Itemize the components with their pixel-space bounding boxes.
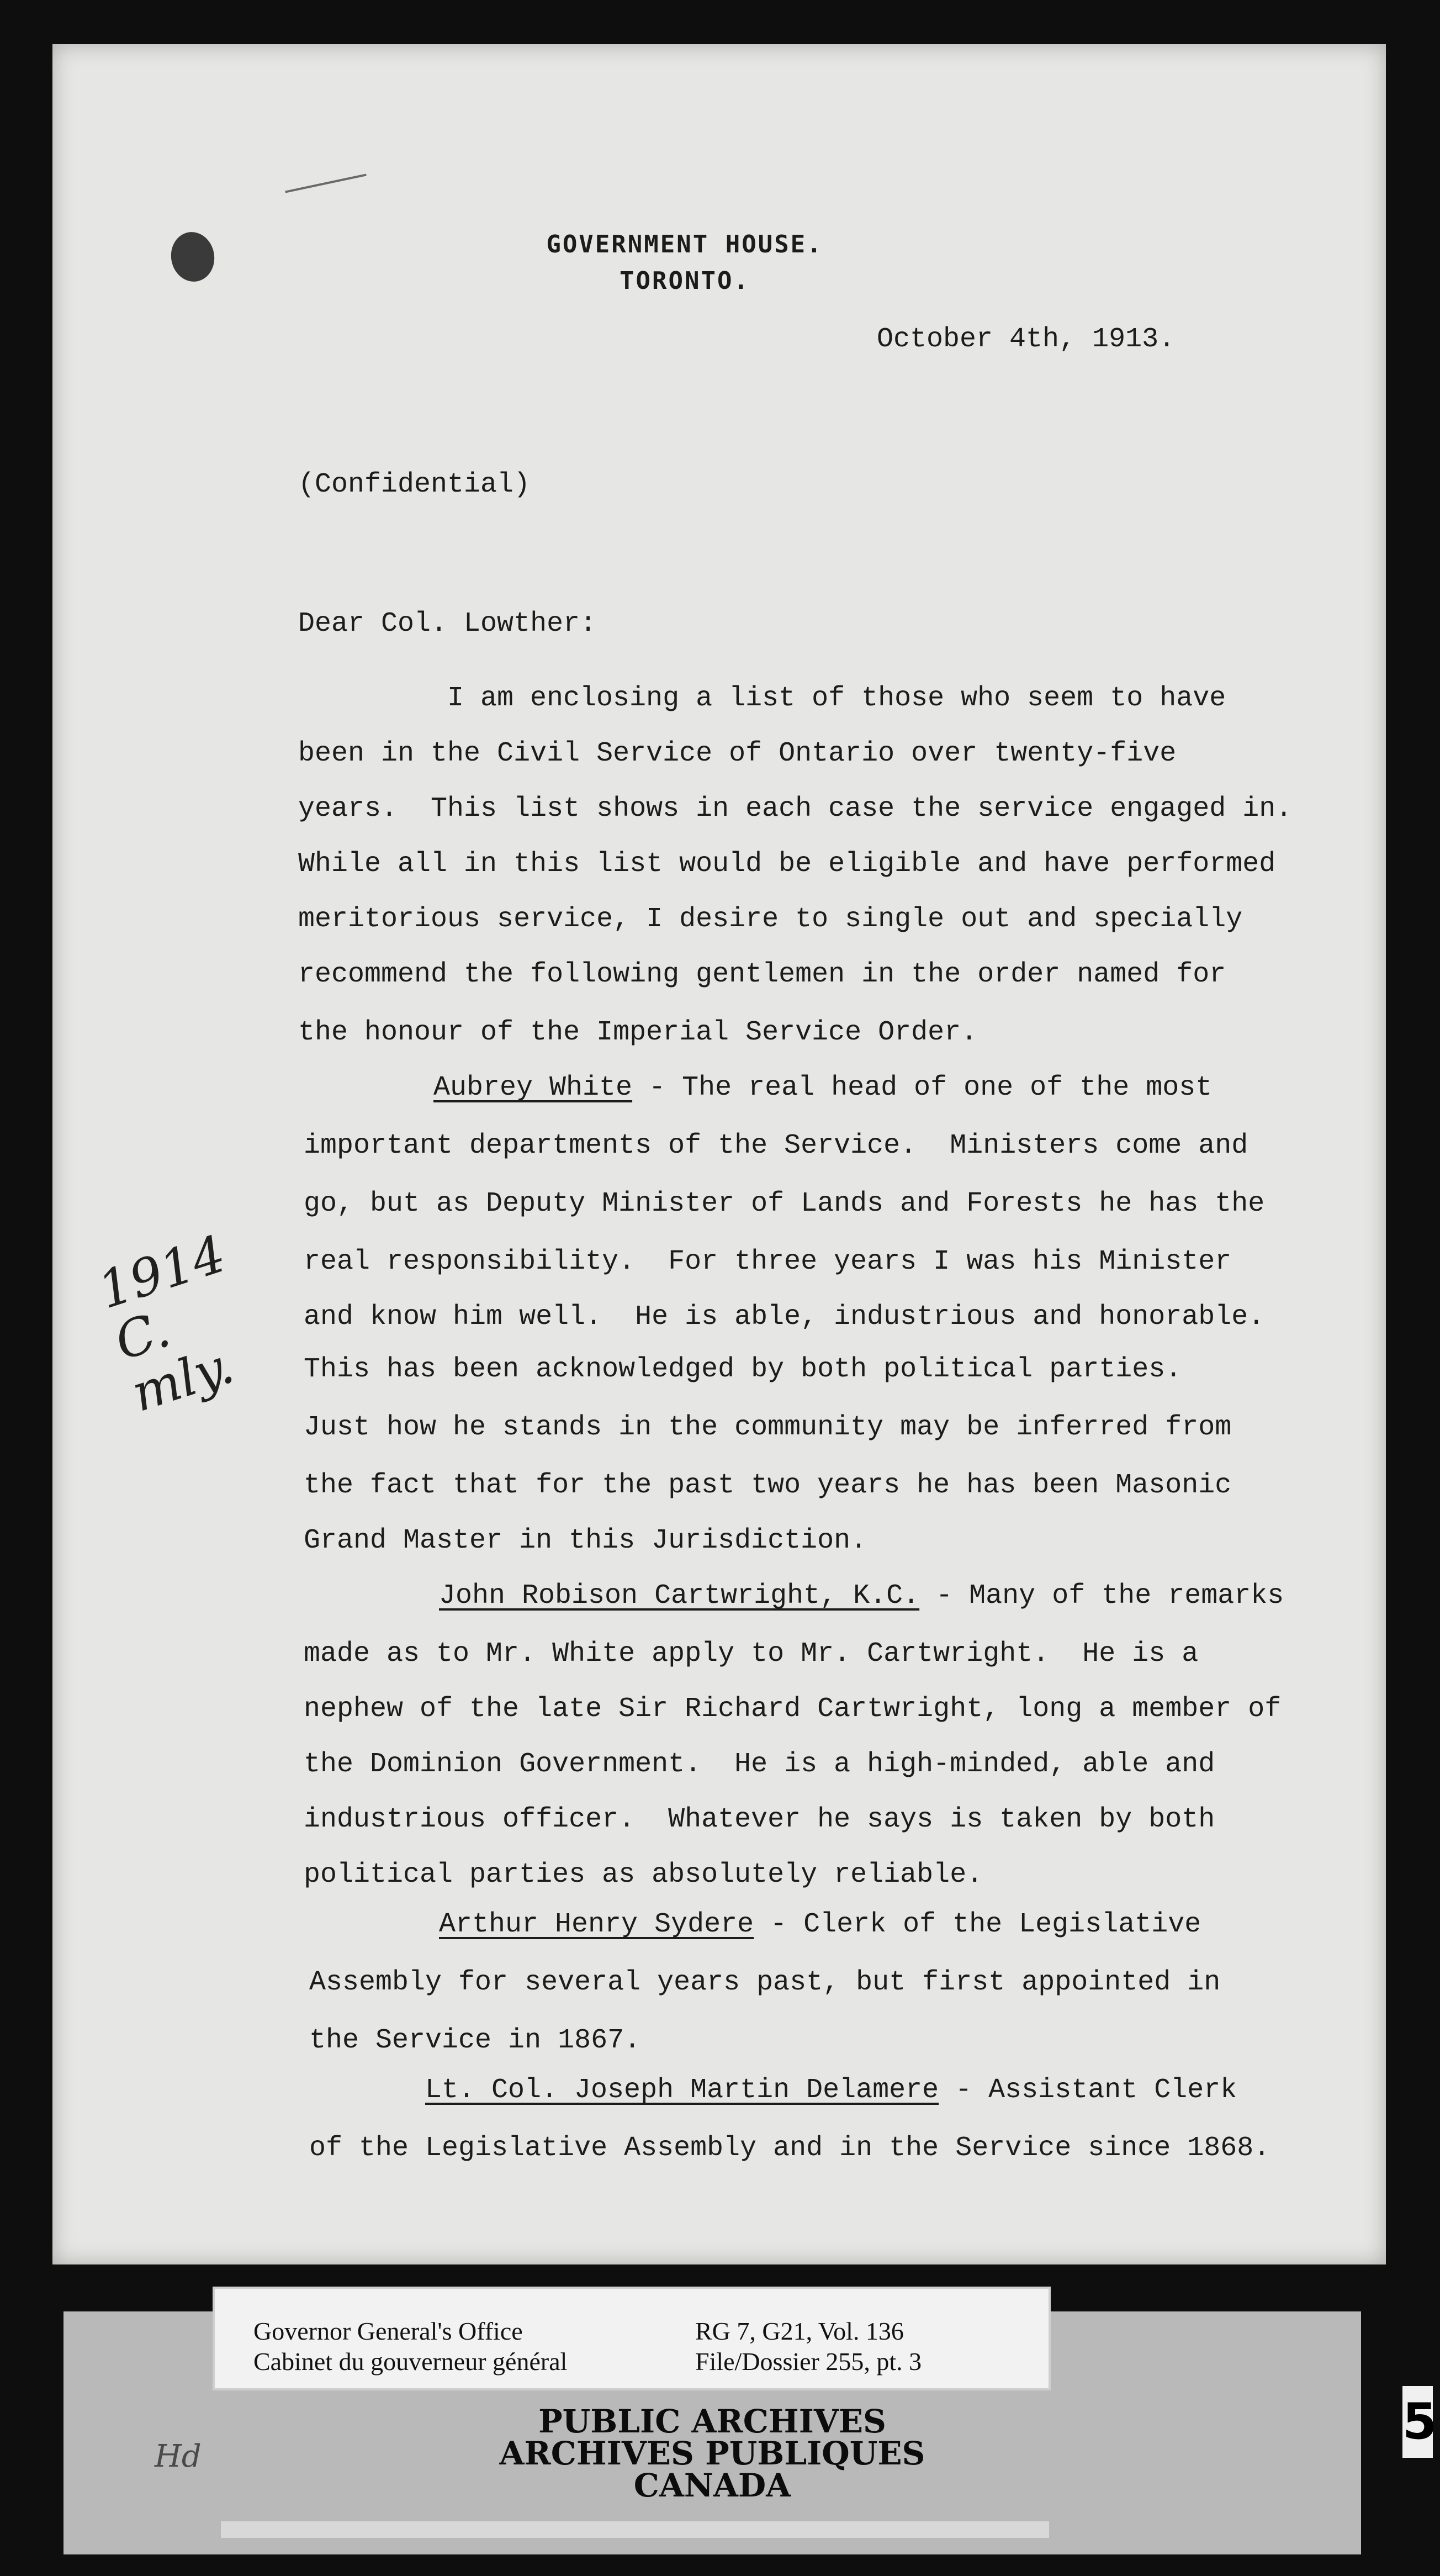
cartwright-line: industrious officer. Whatever he says is taken by both: [304, 1804, 1215, 1835]
archives-stamp-line2: ARCHIVES PUBLIQUES: [499, 2435, 925, 2472]
margin-note-initials: C. mly.: [108, 1299, 241, 1423]
office-fr: Cabinet du gouverneur général: [253, 2347, 568, 2376]
white-line: important departments of the Service. Ministers come and: [304, 1130, 1248, 1162]
letter-date: October 4th, 1913.: [877, 324, 1176, 355]
cartwright-line: nephew of the late Sir Richard Cartwright, long a member of: [304, 1693, 1282, 1725]
delamere-line: of the Legislative Assembly and in the Service since 1868.: [309, 2132, 1270, 2164]
cartwright-name: John Robison Cartwright, K.C.: [439, 1580, 920, 1612]
paragraph1-line: years. This list shows in each case the service engaged in.: [298, 793, 1293, 825]
archives-stamp-line1: PUBLIC ARCHIVES: [538, 2403, 886, 2440]
paragraph1-line: the honour of the Imperial Service Order.: [298, 1017, 978, 1048]
sydere-line: Assembly for several years past, but first appointed in: [309, 1967, 1221, 1998]
delamere-name: Lt. Col. Joseph Martin Delamere: [425, 2074, 939, 2106]
pencil-mark: [285, 173, 367, 193]
white-first-rest: - The real head of one of the most: [632, 1072, 1213, 1104]
white-line: This has been acknowledged by both political parties.: [304, 1354, 1182, 1385]
delamere-first-rest: - Assistant Clerk: [939, 2074, 1237, 2106]
letterhead-line2: TORONTO.: [620, 267, 750, 295]
archives-stamp-line3: CANADA: [633, 2467, 791, 2504]
paragraph1-line: meritorious service, I desire to single out and specially: [298, 904, 1243, 935]
white-line: the fact that for the past two years he has been Masonic: [304, 1470, 1232, 1501]
cartwright-first-rest: - Many of the remarks: [919, 1580, 1284, 1612]
white-line: Grand Master in this Jurisdiction.: [304, 1525, 867, 1556]
sydere-first-rest: - Clerk of the Legislative: [754, 1909, 1201, 1940]
margin-note-year: 1914: [91, 1224, 233, 1321]
cartwright-line: political parties as absolutely reliable.: [304, 1859, 983, 1891]
confidential-label: (Confidential): [298, 469, 531, 500]
sydere-line: the Service in 1867.: [309, 2025, 641, 2056]
white-name: Aubrey White: [433, 1072, 633, 1104]
cartwright-line: made as to Mr. White apply to Mr. Cartwright. He is a: [304, 1638, 1199, 1670]
corner-ink-mark: Hd: [155, 2438, 202, 2474]
archive-file: File/Dossier 255, pt. 3: [695, 2347, 922, 2376]
archive-reference-label: [213, 2287, 1051, 2390]
delamere-first-line: [425, 2074, 1237, 2107]
white-line: and know him well. He is able, industrious and honorable.: [304, 1301, 1265, 1333]
white-line: go, but as Deputy Minister of Lands and Forests he has the: [304, 1188, 1265, 1220]
sydere-name: Arthur Henry Sydere: [439, 1909, 754, 1940]
paragraph1-line: been in the Civil Service of Ontario over twenty-five: [298, 738, 1177, 769]
archives-stamp: [63, 2403, 1361, 2504]
white-line: real responsibility. For three years I was his Minister: [304, 1246, 1232, 1278]
side-mark: 5: [1402, 2386, 1433, 2458]
archives-bottom-strip: [221, 2521, 1049, 2538]
white-first-line: [433, 1071, 1212, 1105]
paragraph1-line: I am enclosing a list of those who seem to have: [447, 683, 1226, 714]
office-en: Governor General's Office: [253, 2317, 523, 2345]
archive-reference: RG 7, G21, Vol. 136: [695, 2317, 904, 2345]
letterhead-line1: GOVERNMENT HOUSE.: [546, 230, 823, 258]
paragraph1-line: recommend the following gentlemen in the order named for: [298, 959, 1226, 990]
cartwright-line: the Dominion Government. He is a high-minded, able and: [304, 1749, 1215, 1780]
letterhead: [458, 226, 911, 299]
salutation: Dear Col. Lowther:: [298, 608, 597, 640]
cartwright-first-line: [439, 1580, 1284, 1613]
paragraph1-line: While all in this list would be eligible and have performed: [298, 848, 1276, 880]
sydere-first-line: [439, 1908, 1201, 1941]
punch-hole: [167, 229, 218, 285]
white-line: Just how he stands in the community may be inferred from: [304, 1412, 1232, 1443]
